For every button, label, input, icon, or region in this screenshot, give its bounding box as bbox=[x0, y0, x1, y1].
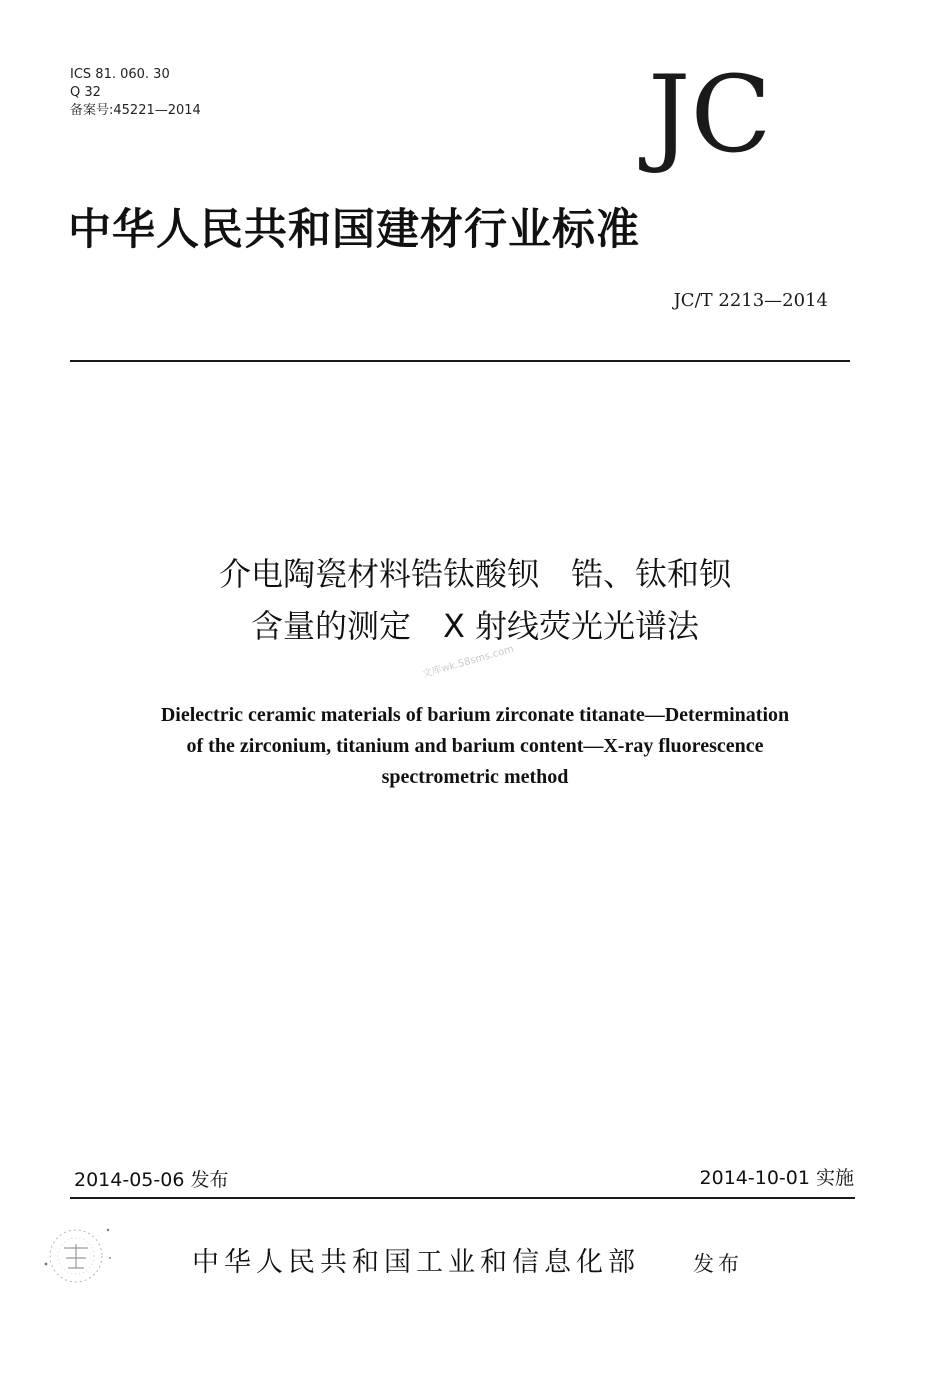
chinese-title-line-2: 含量的测定 X 射线荧光光谱法 bbox=[250, 607, 700, 645]
implementation-date: 2014-10-01 实施 bbox=[699, 1167, 854, 1189]
english-title-line-3: spectrometric method bbox=[381, 766, 569, 788]
publisher-name: 中华人民共和国工业和信息化部 bbox=[192, 1247, 640, 1278]
standard-number: JC/T 2213—2014 bbox=[673, 290, 828, 311]
seal-stamp-icon bbox=[38, 1224, 114, 1288]
standard-category-title: 中华人民共和国建材行业标准 bbox=[68, 205, 640, 255]
watermark-text: 文库wk.58sms.com bbox=[421, 643, 516, 681]
record-number: 备案号:45221—2014 bbox=[70, 103, 201, 118]
bottom-divider bbox=[70, 1197, 855, 1199]
issue-date: 2014-05-06 发布 bbox=[74, 1169, 229, 1191]
english-title-line-1: Dielectric ceramic materials of barium zirconate titanate—Determination bbox=[160, 704, 790, 726]
english-title-line-2: of the zirconium, titanium and barium content—X-ray fluorescence bbox=[186, 735, 764, 757]
classification-block bbox=[70, 66, 201, 120]
jc-logo: JC bbox=[648, 53, 772, 176]
chinese-title-line-1: 介电陶瓷材料锆钛酸钡 锆、钛和钡 bbox=[218, 555, 731, 593]
ccs-code: Q 32 bbox=[70, 85, 101, 100]
publish-label: 发布 bbox=[693, 1252, 743, 1276]
ics-code: ICS 81. 060. 30 bbox=[70, 67, 170, 82]
chinese-title bbox=[70, 548, 880, 652]
english-title bbox=[70, 700, 880, 793]
top-divider bbox=[70, 360, 850, 362]
